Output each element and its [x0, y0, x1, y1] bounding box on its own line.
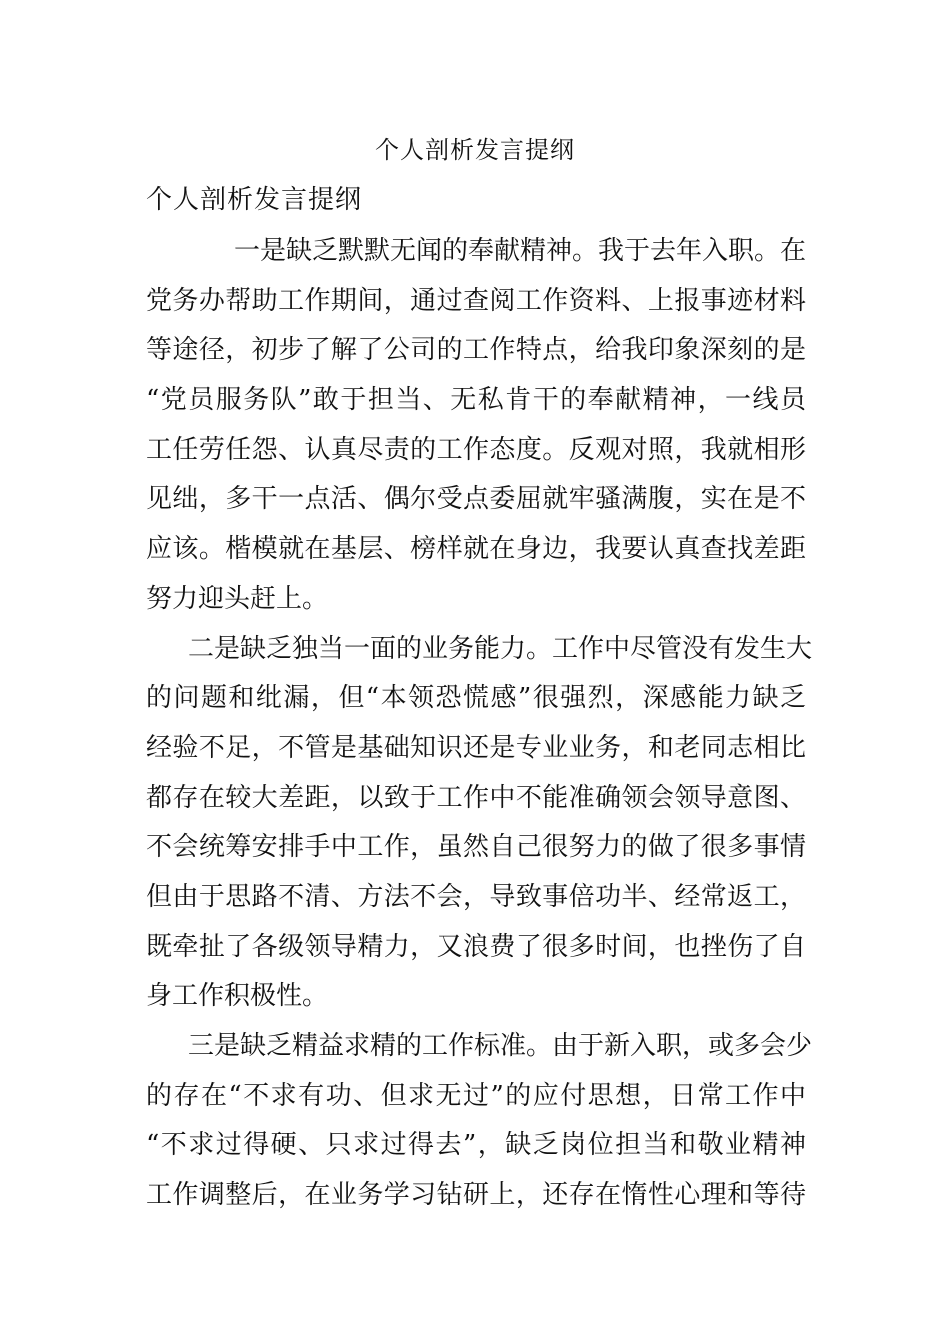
text-line: 工作调整后，在业务学习钻研上，还存在惰性心理和等待 [146, 1180, 806, 1211]
text-line: 二是缺乏独当一面的业务能力。工作中尽管没有发生大 [188, 633, 813, 664]
text-line: “不求过得硬、只求过得去”，缺乏岗位担当和敬业精神 [146, 1130, 806, 1161]
text-line: 的存在“不求有功、但求无过”的应付思想，日常工作中 [146, 1080, 806, 1111]
text-line: 不会统筹安排手中工作，虽然自己很努力的做了很多事情 [146, 832, 806, 863]
text-line: 都存在较大差距，以致于工作中不能准确领会领导意图、 [146, 782, 806, 813]
text-line: 工任劳任怨、认真尽责的工作态度。反观对照，我就相形 [146, 434, 806, 465]
paragraph-2 [146, 625, 813, 1023]
text-line: 经验不足，不管是基础知识还是专业业务，和老同志相比 [146, 732, 806, 763]
paragraph-3 [146, 1022, 813, 1221]
text-line: 身工作积极性。 [146, 981, 329, 1012]
text-line: 三是缺乏精益求精的工作标准。由于新入职，或多会少 [188, 1031, 813, 1061]
text-line: 见绌，多干一点活、偶尔受点委屈就牢骚满腹，实在是不 [146, 484, 806, 515]
text-line: 应该。楷模就在基层、榜样就在身边，我要认真查找差距 [146, 534, 806, 565]
document-body [146, 227, 813, 1221]
text-line: 的问题和纰漏，但“本领恐慌感”很强烈，深感能力缺乏 [146, 683, 806, 714]
text-line: 党务办帮助工作期间，通过查阅工作资料、上报事迹材料 [146, 285, 806, 316]
text-line: 既牵扯了各级领导精力，又浪费了很多时间，也挫伤了自 [146, 931, 806, 962]
text-line: “党员服务队”敢于担当、无私肯干的奉献精神，一线员 [146, 385, 806, 416]
page-title: 个人剖析发言提纲 [375, 136, 575, 164]
paragraph-1 [146, 227, 806, 625]
document-subtitle: 个人剖析发言提纲 [146, 185, 363, 215]
text-line: 一是缺乏默默无闻的奉献精神。我于去年入职。在 [234, 236, 807, 266]
text-line: 但由于思路不清、方法不会，导致事倍功半、经常返工， [146, 881, 806, 912]
text-line: 努力迎头赶上。 [146, 583, 329, 614]
text-line: 等途径，初步了解了公司的工作特点，给我印象深刻的是 [146, 335, 806, 366]
